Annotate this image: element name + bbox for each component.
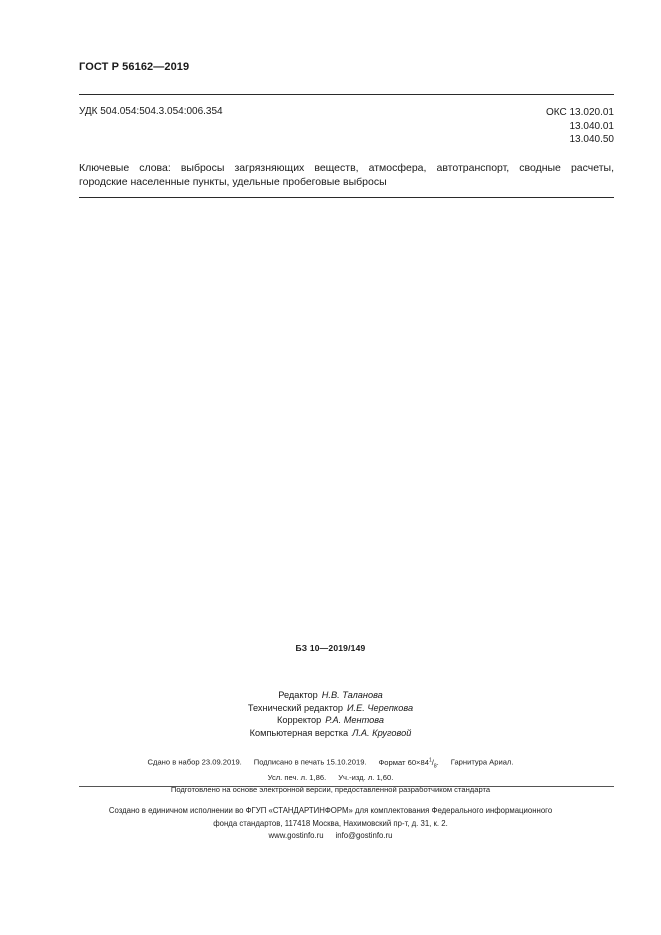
print-info [0,754,661,796]
keywords-line-2: городские населенные пункты, удельные пробеговые выбросы [79,176,387,188]
credit-editor: Редактор Н.В. Таланова [278,690,383,700]
print-line-2: Усл. печ. л. 1,86. Уч.-изд. л. 1,60. [267,773,394,783]
oks-code-2: 13.040.01 [569,120,614,132]
footer-line-2: фонда стандартов, 117418 Москва, Нахимовский пр-т, д. 31, к. 2. [213,818,448,828]
credit-tech-editor: Технический редактор И.Е. Черепкова [247,702,414,713]
keywords-line-1: Ключевые слова: выбросы загрязняющих веществ, атмосфера, автотранспорт, сводные расчеты, [79,162,614,174]
top-divider [79,94,614,95]
credit-layout: Компьютерная верстка Л.А. Круговой [249,727,412,738]
print-line-1: Сдано в набор 23.09.2019. Подписано в печать 15.10.2019. Формат $60\times 84^1/_8$. Гарнитура Ариал. [147,757,514,770]
credit-corrector: Корректор Р.А. Ментова [277,715,384,725]
oks-code-1: ОКС 13.020.01 [546,107,614,118]
footer-contacts [0,830,661,843]
bz-number: БЗ 10—2019/149 [295,643,366,653]
document-code: ГОСТ Р 56162—2019 [79,61,190,73]
website-link[interactable]: www.gostinfo.ru [268,831,324,840]
oks-prefix: ОКС [546,107,567,118]
oks-code-3: 13.040.50 [569,134,614,145]
publisher-footer [0,805,661,843]
print-prepared: Подготовлено на основе электронной версии, предоставленной разработчиком стандарта [170,785,491,795]
email-link[interactable]: info@gostinfo.ru [335,831,393,840]
oks-codes [546,106,614,147]
print-format: Формат $60\times 84^1/_8$. [378,757,439,770]
keywords [79,161,614,189]
credits-block [0,689,661,739]
keywords-divider [79,197,614,198]
footer-line-1: Создано в единичном исполнении во ФГУП «СТАНДАРТИНФОРМ» для комплектования Федерального информационного [108,806,553,815]
footer-divider [79,786,614,787]
udc-code: УДК 504.054:504.3.054:006.354 [79,106,223,117]
